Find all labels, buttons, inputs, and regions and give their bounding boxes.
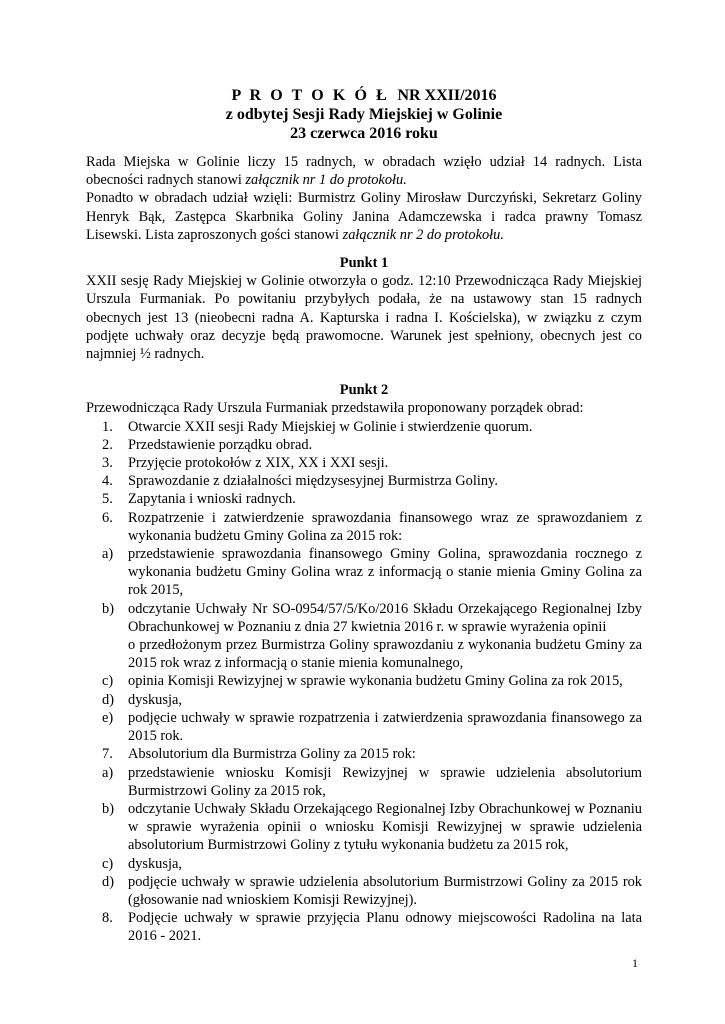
agenda-item: 3. Przyjęcie protokołów z XIX, XX i XXI sesji.	[102, 455, 389, 472]
punkt-1-text: XXII sesję Rady Miejskiej w Golinie otworzyła o godz. 12:10 Przewodnicząca Rady Miejskiej Urszula Furmaniak. Po powitaniu przybyłych podała, że na ustawowy stan 15 radnych obecnych jest 13 (nieobecni radna A. Kapturska i radna I. Kościelska), w związku z czym podjęte uchwały oraz decyzje będą prawomocne. Warunek jest spełniony, obecnych jest co najmniej ½ radnych.	[86, 273, 642, 363]
agenda-subitem: a) przedstawienie sprawozdania finansowego Gminy Golina, sprawozdania rocznego z wykonania budżetu Gminy Golina wraz z informacją o stanie mienia Gminy Golina za rok 2015,	[102, 546, 642, 599]
punkt-2-heading: Punkt 2	[339, 382, 389, 399]
attachment-2-reference: załącznik nr 2 do protokołu.	[342, 226, 504, 243]
intro-paragraph-1: Rada Miejska w Golinie liczy 15 radnych, w obradach wzięło udział 14 radnych. Lista obecności radnych stanowi załącznik nr 1 do protokołu.	[86, 154, 642, 189]
intro-paragraph-2: Ponadto w obradach udział wzięli: Burmistrz Goliny Mirosław Durczyński, Sekretarz Goliny Henryk Bąk, Zastępca Skarbnika Goliny Janina Adamczewska i radca prawny Tomasz Lisewski. Lista zaproszonych gości stanowi załącznik nr 2 do protokołu.	[86, 190, 642, 243]
punkt-2-intro: Przewodnicząca Rady Urszula Furmaniak przedstawiła proponowany porządek obrad:	[86, 400, 584, 417]
agenda-item: 4. Sprawozdanie z działalności międzysesyjnej Burmistrza Goliny.	[102, 473, 498, 490]
agenda-item: 1. Otwarcie XXII sesji Rady Miejskiej w Golinie i stwierdzenie quorum.	[102, 418, 533, 435]
agenda-subitem: a) przedstawienie wniosku Komisji Rewizyjnej w sprawie udzielenia absolutorium Burmistrzowi Goliny za 2015 rok,	[102, 764, 642, 799]
agenda-list	[86, 418, 642, 946]
agenda-subitem: c) opinia Komisji Rewizyjnej w sprawie wykonania budżetu Gminy Golina za rok 2015,	[102, 673, 623, 690]
title-line-2: z odbytej Sesji Rady Miejskiej w Golinie	[225, 106, 503, 123]
document-title	[86, 86, 642, 143]
intro-section	[86, 153, 642, 244]
agenda-subitem: b) odczytanie Uchwały Nr SO-0954/57/5/Ko/2016 Składu Orzekającego Regionalnej Izby Obrachunkowej w Poznaniu z dnia 27 kwietnia 2016 r. w sprawie wyrażenia opinii o przedłożonym przez Burmistrza Goliny sprawozdaniu z wykonania budżetu Gminy za 2015 rok wraz z informacją o stanie mienia komunalnego,	[102, 600, 642, 672]
page-number: 1	[632, 956, 638, 970]
attachment-1-reference: załącznik nr 1 do protokołu.	[245, 172, 407, 189]
agenda-item: 8. Podjęcie uchwały w sprawie przyjęcia Planu odnowy miejscowości Radolina na lata 2016 - 2021.	[102, 910, 642, 945]
agenda-item: 2. Przedstawienie porządku obrad.	[102, 436, 313, 453]
punkt-1-heading: Punkt 1	[339, 255, 389, 272]
agenda-item: 6. Rozpatrzenie i zatwierdzenie sprawozdania finansowego wraz ze sprawozdaniem z wykonania budżetu Gminy Golina za 2015 rok:	[102, 509, 642, 544]
agenda-subitem: d) dyskusja,	[102, 691, 182, 708]
agenda-subitem: c) dyskusja,	[102, 855, 182, 872]
title-line-1: P R O T O K Ó Ł NR XXII/2016	[231, 87, 497, 104]
agenda-item: 7. Absolutorium dla Burmistrza Goliny za 2015 rok:	[102, 746, 416, 763]
document-page	[86, 86, 642, 946]
agenda-subitem: b) odczytanie Uchwały Składu Orzekającego Regionalnej Izby Obrachunkowej w Poznaniu w sprawie wyrażenia opinii o wniosku Komisji Rewizyjnej w sprawie udzielenia absolutorium Burmistrzowi Goliny z tytułu wykonania budżetu za 2015 rok,	[102, 800, 642, 854]
agenda-subitem: e) podjęcie uchwały w sprawie rozpatrzenia i zatwierdzenia sprawozdania finansowego za 2015 rok.	[102, 709, 642, 745]
agenda-item: 5. Zapytania i wnioski radnych.	[102, 491, 296, 508]
title-line-3: 23 czerwca 2016 roku	[290, 125, 438, 142]
agenda-subitem: d) podjęcie uchwały w sprawie udzielenia absolutorium Burmistrzowi Goliny za 2015 rok (głosowanie nad wnioskiem Komisji Rewizyjnej).	[102, 873, 642, 908]
